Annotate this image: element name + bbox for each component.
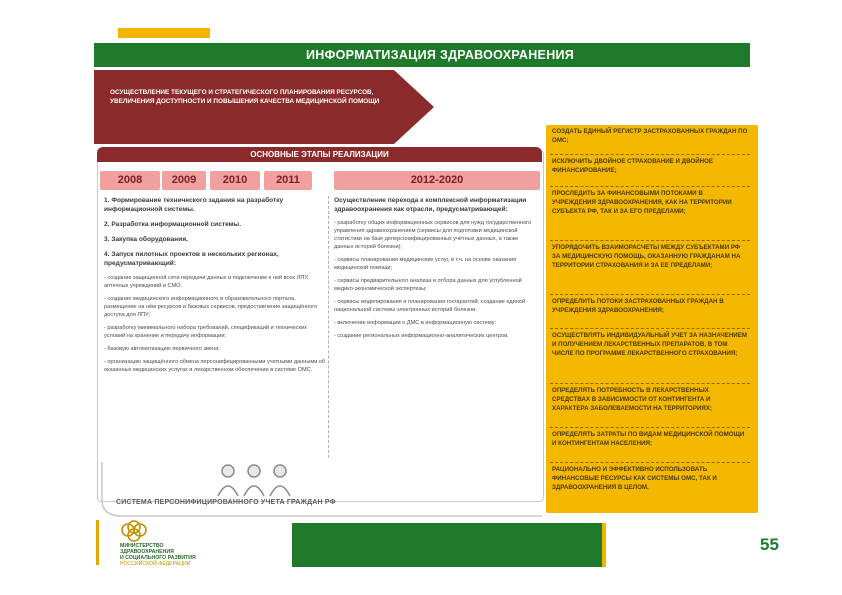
stage-heading: 3. Закупка оборудования. (104, 236, 189, 243)
column-divider (328, 196, 329, 458)
left-stage-column (104, 196, 326, 379)
goal-item: ОСУЩЕСТВЛЯТЬ ИНДИВИДУАЛЬНЫЙ УЧЕТ ЗА НАЗНАЧЕНИЕМ И ПОЛУЧЕНИЕМ ЛЕКАРСТВЕННЫХ ПРЕПАРАТОВ, В ТОМ ЧИСЛЕ ПО ПРОГРАММЕ ЛЕКАРСТВЕННОГО СТРАХОВАНИЯ; (552, 332, 748, 357)
goal-separator (550, 328, 750, 329)
goal-separator (550, 383, 750, 384)
ministry-line-2: ЗДРАВООХРАНЕНИЯ (120, 549, 174, 555)
page-title: ИНФОРМАТИЗАЦИЯ ЗДРАВООХРАНЕНИЯ (94, 43, 750, 67)
ministry-logo-icon (117, 520, 151, 544)
stage-subitem: - базовую автоматизацию первичного звена; (104, 346, 220, 352)
ministry-line-3: И СОЦИАЛЬНОГО РАЗВИТИЯ (120, 555, 196, 561)
stage-subitem: - сервисы моделирования и планирования госгарантий; создание единой национальной системы электронных историй болезни. (334, 299, 526, 313)
goal-separator (550, 186, 750, 187)
goal-separator (550, 240, 750, 241)
goal-item: ОПРЕДЕЛИТЬ ПОТОКИ ЗАСТРАХОВАННЫХ ГРАЖДАН В УЧРЕЖДЕНИЯ ЗДРАВООХРАНЕНИЯ; (552, 298, 724, 314)
ministry-line-1: МИНИСТЕРСТВО (120, 543, 164, 549)
goal-arrow-banner (94, 70, 434, 144)
year-0: 2008 (100, 171, 160, 190)
goal-item: ОПРЕДЕЛЯТЬ ПОТРЕБНОСТЬ В ЛЕКАРСТВЕННЫХ СРЕДСТВАХ В ЗАВИСИМОСТИ ОТ КОНТИНГЕНТА И ХАРАКТЕРА ЗАБОЛЕВАЕМОСТИ НА ТЕРРИТОРИЯХ; (552, 387, 713, 412)
goal-separator (550, 154, 750, 155)
goal-item: ОПРЕДЕЛЯТЬ ЗАТРАТЫ ПО ВИДАМ МЕДИЦИНСКОЙ ПОМОЩИ И КОНТИНГЕНТАМ НАСЕЛЕНИЯ; (552, 431, 745, 447)
ministry-name (120, 543, 260, 567)
top-accent-tab (118, 28, 210, 38)
stage-subitem: - создание региональных информационно-аналитических центров. (334, 333, 509, 339)
footer-green-bar (292, 523, 602, 567)
goal-separator (550, 462, 750, 463)
goal-separator (550, 427, 750, 428)
stage-subitem: - создание защищенной сети передачи данных и подключение к ней всех ЛПУ, аптечных учреждений и СМО. (104, 275, 309, 289)
year-2: 2010 (210, 171, 260, 190)
bottom-curve-frame (96, 462, 548, 522)
stage-heading: 4. Запуск пилотных проектов в нескольких регионах, предусматривающий: (104, 251, 279, 267)
footer-yellow-bar (602, 523, 606, 567)
year-4: 2012-2020 (334, 171, 540, 190)
page-number: 55 (760, 535, 779, 554)
goal-item: РАЦИОНАЛЬНО И ЭФФЕКТИВНО ИСПОЛЬЗОВАТЬ ФИНАНСОВЫЕ РЕСУРСЫ КАК СИСТЕМЫ ОМС, ТАК И ЗДРАВООХРАНЕНИЯ В ЦЕЛОМ. (552, 466, 717, 491)
stages-title: ОСНОВНЫЕ ЭТАПЫ РЕАЛИЗАЦИИ (250, 150, 389, 159)
stage-heading: 2. Разработка информационной системы. (104, 221, 242, 228)
footer-accent-bar (96, 520, 99, 565)
stage-heading: 1. Формирование технического задания на разработку информационной системы. (104, 197, 284, 213)
people-icon (216, 462, 296, 502)
goals-panel (546, 125, 758, 513)
goal-item: ИСКЛЮЧИТЬ ДВОЙНОЕ СТРАХОВАНИЕ И ДВОЙНОЕ ФИНАНСИРОВАНИЕ; (552, 158, 714, 174)
stage-subitem: - включение информации о ДМС в информационную систему; (334, 320, 497, 326)
right-stage-column (334, 196, 539, 345)
stage-subitem: - разработку минимального набора требований, спецификаций и технических условий на хранение и передачу информации; (104, 325, 307, 339)
stage-subitem: - сервисы планирования медицинских услуг, в т.ч. на основе оказания медицинской помощи; (334, 257, 517, 271)
right-heading: Осуществление перехода к комплексной информатизации здравоохранения как отрасли, предусматривающей: (334, 197, 527, 213)
stage-subitem: - разработку общих информационных сервисов для нужд государственного управления здравоохранением (сервисы для подготовки медицинской статистики на базе деперсонифицированных учётных данных, а также данных историй болезни); (334, 220, 532, 250)
bottom-label: СИСТЕМА ПЕРСОНИФИЦИРОВАННОГО УЧЕТА ГРАЖДАН РФ (116, 499, 336, 506)
goal-item: УПОРЯДОЧИТЬ ВЗАИМОРАСЧЕТЫ МЕЖДУ СУБЪЕКТАМИ РФ ЗА МЕДИЦИНСКУЮ ПОМОЩЬ, ОКАЗАННУЮ ГРАЖДАНАМ НА ТЕРРИТОРИИ СТРАХОВАНИЯ И ЗА ЕЕ ПРЕДЕЛАМИ; (552, 244, 741, 269)
stage-subitem: - организацию защищённого обмена персонифицированными учетными данными об оказанных медицинских услугах и лекарственном обеспечении в системе ОМС. (104, 359, 326, 373)
goal-text: ОСУЩЕСТВЛЕНИЕ ТЕКУЩЕГО И СТРАТЕГИЧЕСКОГО ПЛАНИРОВАНИЯ РЕСУРСОВ, УВЕЛИЧЕНИЯ ДОСТУПНОСТИ И ПОВЫШЕНИЯ КАЧЕСТВА МЕДИЦИНСКОЙ ПОМОЩИ (110, 89, 380, 105)
year-3: 2011 (264, 171, 312, 190)
ministry-line-4: РОССИЙСКОЙ ФЕДЕРАЦИИ (120, 561, 191, 567)
stage-subitem: - создание медицинского информационного и образовательного портала, размещение на нём ресурсов и базовых сервисов, предоставление защищённого доступа для ЛПУ; (104, 296, 318, 318)
goal-separator (550, 294, 750, 295)
goal-item: ПРОСЛЕДИТЬ ЗА ФИНАНСОВЫМИ ПОТОКАМИ В УЧРЕЖДЕНИЯ ЗДРАВООХРАНЕНИЯ, КАК НА ТЕРРИТОРИИ СУБЪЕКТА РФ, ТАК И ЗА ЕГО ПРЕДЕЛАМИ; (552, 190, 732, 215)
year-1: 2009 (162, 171, 206, 190)
stage-subitem: - сервисы предварительного анализа и отбора данных для углубленной медико-экономической экспертизы; (334, 278, 522, 292)
goal-item: СОЗДАТЬ ЕДИНЫЙ РЕГИСТР ЗАСТРАХОВАННЫХ ГРАЖДАН ПО ОМС; (552, 128, 748, 144)
